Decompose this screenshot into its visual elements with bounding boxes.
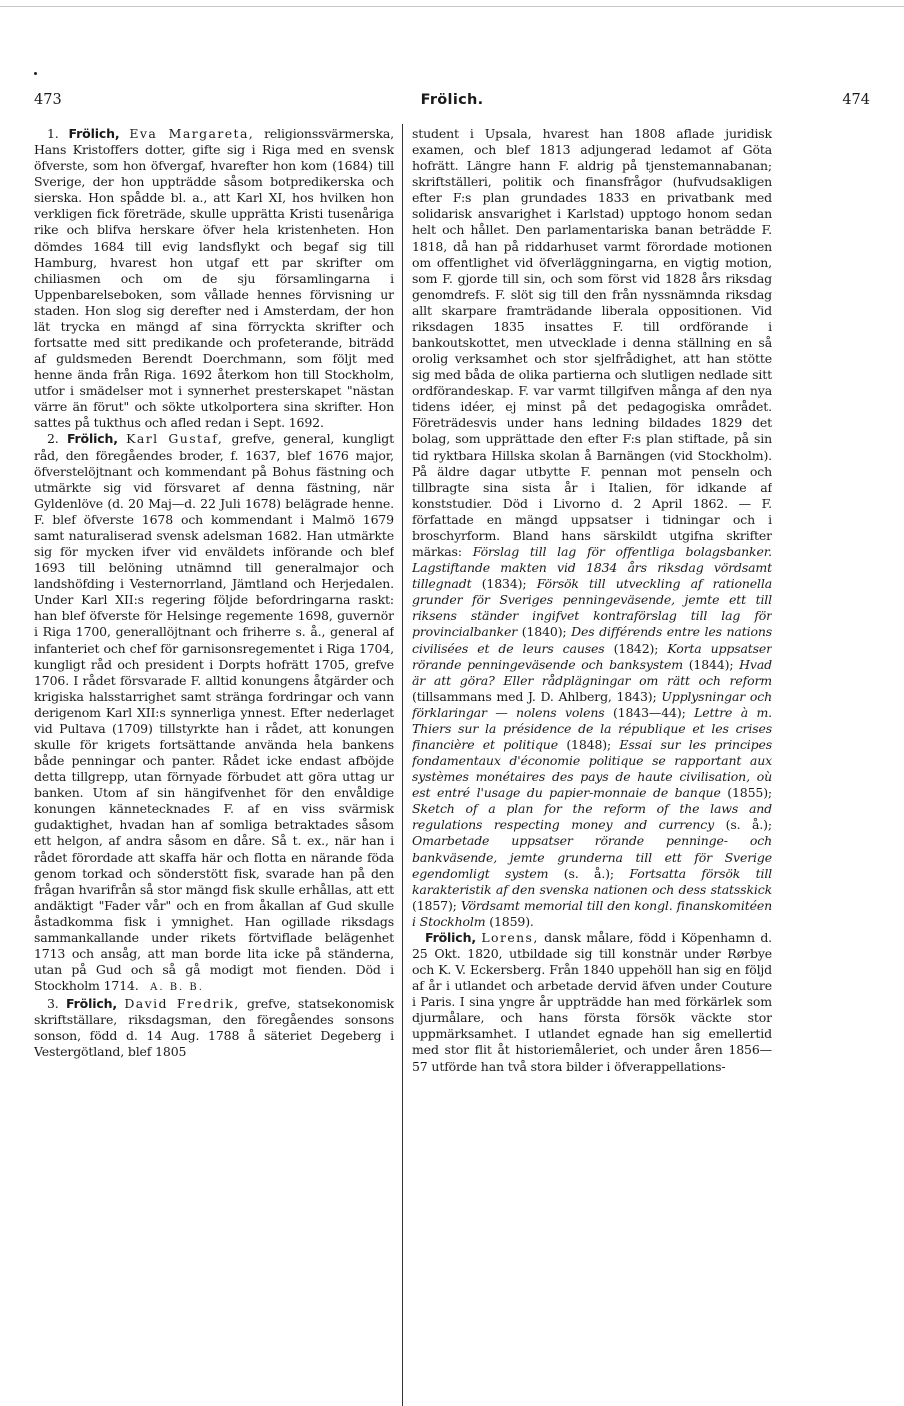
- entry-names: Eva Margareta,: [129, 126, 255, 141]
- entry-frolich-lorens: [412, 930, 772, 1075]
- work-title: Fortsatta försök till karakteristik af den svenska nationen och dess statsskick: [412, 865, 772, 897]
- work-title: Förslag till lag för offentliga bolagsbanker. Lagstiftande makten vid 1834 års riksdag vördsamt tillegnadt: [412, 544, 772, 592]
- page-title: Frölich.: [420, 92, 484, 108]
- page-number-left: 473: [34, 92, 62, 108]
- entry-headword: Frölich,: [66, 431, 118, 447]
- entry-text: student i Upsala, hvarest han 1808 aflade juridisk examen, och blef 1813 adjungerad ledamot af Göta hofrätt. Längre hann F. aldrig på tjenstemannabanan; skriftställeri, politik och finansfrågor (hufvudsakligen efter F:s plan grundades 1833 en privatbank med solidarisk ansvarighet i Karlstad) upptogo honom sedan helt och hållet. Den parlamentariska banan beträdde F. 1818, då han på riddarhuset varmt förordade motionen om offentlighet vid öfverläggningarna, en vigtig motion, som F. gjorde till sin, och som först vid 1828 års riksdag genomdrefs. F. slöt sig till den från nyssnämnda riksdag allt skarpare framträdande liberala oppositionen. Vid riksdagen 1835 insattes F. till ordförande i bankoutskottet, men utvecklade i denna ställning en så orolig verksamhet och stor sjelfrådighet, att han stötte sig med båda de olika partierna och slutligen nedlade sitt ordförandeskap. F. var varmt tillgifven många af den nya tidens idéer, ej minst på det pedagogiska området. Företrädesvis under hans ledning bildades 1829 det bolag, som upprättade den efter F:s plan stiftade, på sin tid ryktbara Hillska skolan å Barnängen (vid Stockholm). På äldre dagar utbytte F. pennan mot penseln och tillbragte sina sista år i Italien, för idkande af konststudier. Död i Livorno d. 2 April 1862. — F. författade en mängd uppsatser i tidningar och i broschyrform. Bland hans särskildt utgifna skrifter märkas:: [412, 126, 772, 560]
- work-title: Lettre à m. Thiers sur la présidence de la république et les crises financière et politique: [412, 704, 772, 752]
- left-column: [34, 126, 394, 1376]
- running-head: [34, 92, 870, 116]
- work-date: (tillsammans med J. D. Ahlberg, 1843);: [412, 688, 662, 704]
- work-title: Korta uppsatser rörande penningeväsende och banksystem: [412, 640, 772, 672]
- right-column: [412, 126, 772, 1376]
- entry-headword: Frölich,: [425, 929, 476, 945]
- entry-text: grefve, general, kungligt råd, den föregåendes broder, f. 1637, blef 1676 major, öfverstelöjtnant och kommendant på Bohus fästning och utmärkte sig vid försvaret af denna fästning, när Gyldenlöve (d. 20 Maj—d. 22 Juli 1678) belägrade henne. F. blef öfverste 1678 och kommendant i Malmö 1679 samt naturaliserad svensk adelsman 1682. Han utmärkte sig för mycken ifver vid enväldets införande och blef 1693 till belöning utnämnd till generalmajor och landshöfding i Vesternorrland, Jämtland och Herjedalen. Under Karl XII:s regering följde befordringarna raskt: han blef öfverste för Helsinge regemente 1698, guvernör i Riga 1700, generallöjtnant och friherre s. å., general af infanteriet och chef för garnisonsregementet i Riga 1704, kungligt råd och president i Dorpts hofrätt 1705, grefve 1706. I rådet försvarade F. alltid konungens åtgärder och krigiska halsstarrighet samt stränga fordringar och vann derigenom Karl XII:s synnerliga ynnest. Efter nederlaget vid Pultava (1709) tillstyrkte han i rådet, att konungen skulle för krigets fortsättande använda hela bankens både penningar och panter. Rådet icke endast afböjde detta tillgrepp, utan förnyade förbudet att göra uttag ur banken. Utom af sin hängifvenhet för den envåldige konungen kännetecknades F. af en viss svärmisk gudaktighet, hvadan han af somliga betraktades såsom ett helgon, af andra såsom en dåre. Så t. ex., när han i rådet förordade att skaffa här och flotta en närande föda genom torkad och sönderstött fisk, svarade han på den frågan hvarifrån så stor mängd fisk skulle erhållas, att ett andäktigt "Fader vår" och en from åkallan af Gud skulle åstadkomma fisk i ymnighet. Han ogillade riksdags sammankallande under rikets förtviflade belägenhet 1713 och ansåg, att man borde lita icke på ständerna, utan på Gud och så gå modigt mot fienden. Död i Stockholm 1714.: [34, 431, 394, 994]
- entry-names: Karl Gustaf,: [126, 431, 224, 447]
- work-title: Försök till utveckling af rationella grunder för Sveriges penningeväsende, jemte ett till riksens ständer ingifvet kontraförslag till lag för provincialbanker: [412, 576, 772, 640]
- entry-number: 2.: [47, 431, 59, 447]
- work-date: (s. å.);: [714, 817, 772, 833]
- entry-names: David Fredrik,: [124, 996, 240, 1012]
- entry-headword: Frölich,: [66, 996, 117, 1012]
- work-date: (1848);: [557, 736, 620, 752]
- work-date: (1844);: [682, 656, 740, 672]
- work-title: Vördsamt memorial till den kongl. finanskomitéen i Stockholm: [412, 897, 772, 929]
- work-date: (1855);: [720, 785, 772, 801]
- ink-speck: [34, 72, 37, 75]
- work-title: Upplysningar och förklaringar — nolens volens: [412, 688, 772, 720]
- entry-frolich-david-fredrik-continued: [412, 126, 772, 930]
- entry-number: 1.: [47, 126, 59, 141]
- page-number-right: 474: [842, 92, 870, 108]
- work-title: Des différends entre les nations civilisées et de leurs causes: [412, 624, 772, 656]
- entry-text: religionssvärmerska, Hans Kristoffers dotter, gifte sig i Riga med en svensk öfverste, som hon öfvergaf, hvarefter hon kom (1684) till Sverige, der hon uppträdde såsom botpredikerska och sierska. Hon spådde bl. a., att Karl XI, hos hvilken hon verkligen fick företräde, skulle upprätta Kristi tusenåriga rike och blifva herskare öfver hela kristenheten. Hon dömdes 1684 till evig landsflykt och begaf sig till Hamburg, hvarest hon utgaf ett par skrifter om chiliasmen och om de sju församlingarna i Uppenbarelseboken, som vållade hennes förvisning ur staden. Hon slog sig derefter ned i Amsterdam, der hon lät trycka en mängd af sina förryckta skrifter och fortsatte med sitt predikande och profeterande, biträdd af guldsmeden Berendt Doerchmann, som följt med henne ända från Riga. 1692 återkom hon till Stockholm, utfor i smädelser mot i synnerhet presterskapet "nästan värre än förut" och sökte utkolportera sina skrifter. Hon sattes på tukthus och afled redan i Sept. 1692.: [34, 126, 394, 431]
- work-date: (1857);: [412, 897, 461, 913]
- entry-headword: Frölich,: [68, 126, 120, 141]
- entry-names: Lorens,: [481, 929, 539, 945]
- work-title: Hvad är att göra? Eller rådplägningar om rätt och reform: [412, 656, 772, 688]
- work-title: Sketch of a plan for the reform of the laws and regulations respecting money and currency: [412, 801, 772, 833]
- entry-text: dansk målare, född i Köpenhamn d. 25 Okt. 1820, utbildade sig till konstnär under Rørbye och K. V. Eckersberg. Från 1840 uppehöll han sig en följd af år i utlandet och arbetade dervid äfven under Couture i Paris. I sina yngre år uppträdde han med förkärlek som djurmålare, och hans första försök väckte stor uppmärksamhet. I utlandet egnade han sig emellertid med stor flit åt historiemåleriet, och under åren 1856—57 utförde han två stora bilder i öfverappellations-: [412, 929, 772, 1074]
- work-title: Essai sur les principes fondamentaux d'économie politique se rapportant aux systèmes monétaires des pays de haute civilisation, où est entré l'usage du papier-monnaie de banque: [412, 736, 772, 801]
- work-date: (s. å.);: [548, 865, 630, 881]
- entry-text: grefve, statsekonomisk skriftställare, riksdagsman, den föregåendes sonsons sonson, född d. 14 Aug. 1788 å säteriet Degeberg i Vestergötland, blef 1805: [34, 996, 394, 1060]
- column-divider: [402, 124, 403, 1406]
- work-date: (1843—44);: [604, 704, 695, 720]
- entry-number: 3.: [47, 996, 59, 1012]
- entry-frolich-david-fredrik: [34, 996, 394, 1060]
- work-date: (1842);: [604, 640, 668, 656]
- top-edge-rule: [0, 6, 904, 7]
- work-date: (1840);: [517, 624, 572, 640]
- work-title: Omarbetade uppsatser rörande penninge- och bankväsende, jemte grunderna till ett för Sverige egendomligt system: [412, 833, 772, 881]
- entry-frolich-eva-margareta: [34, 126, 394, 431]
- work-date: (1859).: [485, 913, 534, 929]
- entry-frolich-karl-gustaf: [34, 431, 394, 996]
- work-date: (1834);: [471, 576, 537, 592]
- author-signature: A. B. B.: [150, 982, 204, 994]
